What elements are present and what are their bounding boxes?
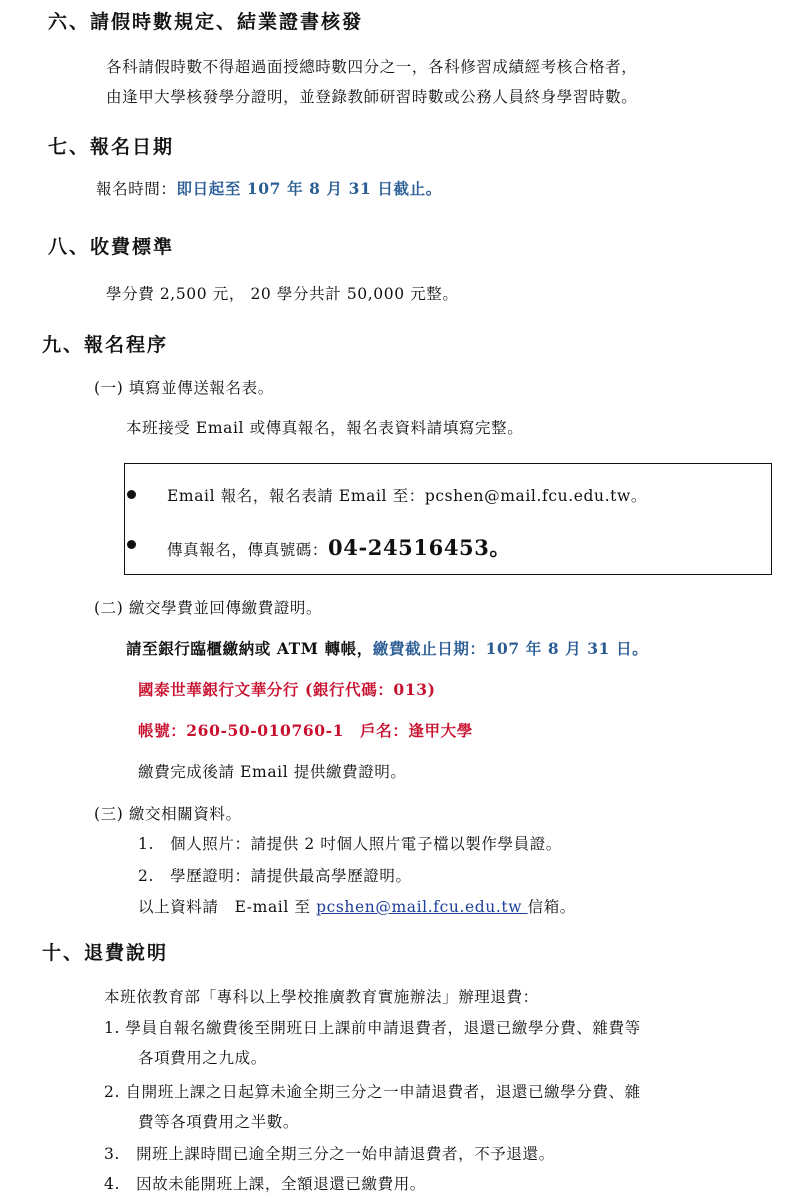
section-6-heading: 六、請假時數規定、結業證書核發 <box>48 11 364 33</box>
documents-email-line <box>138 895 576 917</box>
account-info: 帳號：260-50-010760-1 戶名：逢甲大學 <box>138 721 473 740</box>
step-1-desc: 本班接受 Email 或傳真報名，報名表資料請填寫完整。 <box>126 419 524 437</box>
step-1-title: (一) 填寫並傳送報名表。 <box>94 379 274 397</box>
refund-item-1-line-1: 1. 學員自報名繳費後至開班日上課前申請退費者，退還已繳學分費、雜費等 <box>104 1019 641 1037</box>
fax-suffix: 。 <box>489 535 512 560</box>
section-8-heading: 八、收費標準 <box>48 236 175 258</box>
bullet-icon <box>127 490 136 499</box>
email-registration-suffix: 。 <box>630 487 647 505</box>
documents-email-link[interactable]: pcshen@mail.fcu.edu.tw <box>316 898 528 916</box>
documents-email-text: 以上資料請 E-mail 至 <box>138 898 317 916</box>
bank-info: 國泰世華銀行文華分行 (銀行代碼：013) <box>138 680 436 699</box>
fax-registration-line <box>167 532 511 562</box>
email-registration-text: Email 報名，報名表請 Email 至： <box>167 487 425 505</box>
section-10-heading: 十、退費說明 <box>42 942 169 964</box>
email-registration-line <box>167 484 647 506</box>
fee-line: 學分費 2,500 元， 20 學分共計 50,000 元整。 <box>106 285 459 303</box>
refund-item-4: 4. 因故未能開班上課，全額退還已繳費用。 <box>104 1175 426 1193</box>
documents-email-suffix: 信箱。 <box>527 898 576 916</box>
refund-item-2-line-2: 費等各項費用之半數。 <box>138 1113 300 1131</box>
section-9-heading: 九、報名程序 <box>42 334 169 356</box>
registration-period-label: 報名時間： <box>96 180 177 198</box>
section-6-line-1: 各科請假時數不得超過面授總時數四分之一，各科修習成績經考核合格者， <box>106 58 638 76</box>
registration-period-value: 即日起至 107 年 8 月 31 日截止。 <box>176 179 442 198</box>
registration-email-link[interactable]: pcshen@mail.fcu.edu.tw <box>424 487 631 505</box>
fax-number: 04-24516453 <box>328 535 490 560</box>
section-6-line-2: 由逢甲大學核發學分證明，並登錄教師研習時數或公務人員終身學習時數。 <box>106 88 638 106</box>
refund-item-3: 3. 開班上課時間已逾全期三分之一始申請退費者，不予退還。 <box>104 1145 555 1163</box>
registration-period <box>96 177 442 199</box>
payment-instructions <box>126 637 648 659</box>
fax-registration-text: 傳真報名，傳真號碼： <box>167 541 329 559</box>
document-item-2: 2. 學歷證明：請提供最高學歷證明。 <box>138 867 412 885</box>
payment-method: 請至銀行臨櫃繳納或 ATM 轉帳， <box>126 639 373 658</box>
refund-item-2-line-1: 2. 自開班上課之日起算未逾全期三分之一申請退費者，退還已繳學分費、雜 <box>104 1083 641 1101</box>
refund-item-1-line-2: 各項費用之九成。 <box>138 1049 267 1067</box>
payment-deadline: 繳費截止日期：107 年 8 月 31 日。 <box>372 639 649 658</box>
document-item-1: 1. 個人照片：請提供 2 吋個人照片電子檔以製作學員證。 <box>138 835 562 853</box>
payment-proof-note: 繳費完成後請 Email 提供繳費證明。 <box>138 763 407 781</box>
refund-intro: 本班依教育部「專科以上學校推廣教育實施辦法」辦理退費： <box>104 988 539 1006</box>
step-2-title: (二) 繳交學費並回傳繳費證明。 <box>94 599 323 617</box>
step-3-title: (三) 繳交相關資料。 <box>94 805 242 823</box>
section-7-heading: 七、報名日期 <box>48 136 175 158</box>
bullet-icon <box>127 540 136 549</box>
